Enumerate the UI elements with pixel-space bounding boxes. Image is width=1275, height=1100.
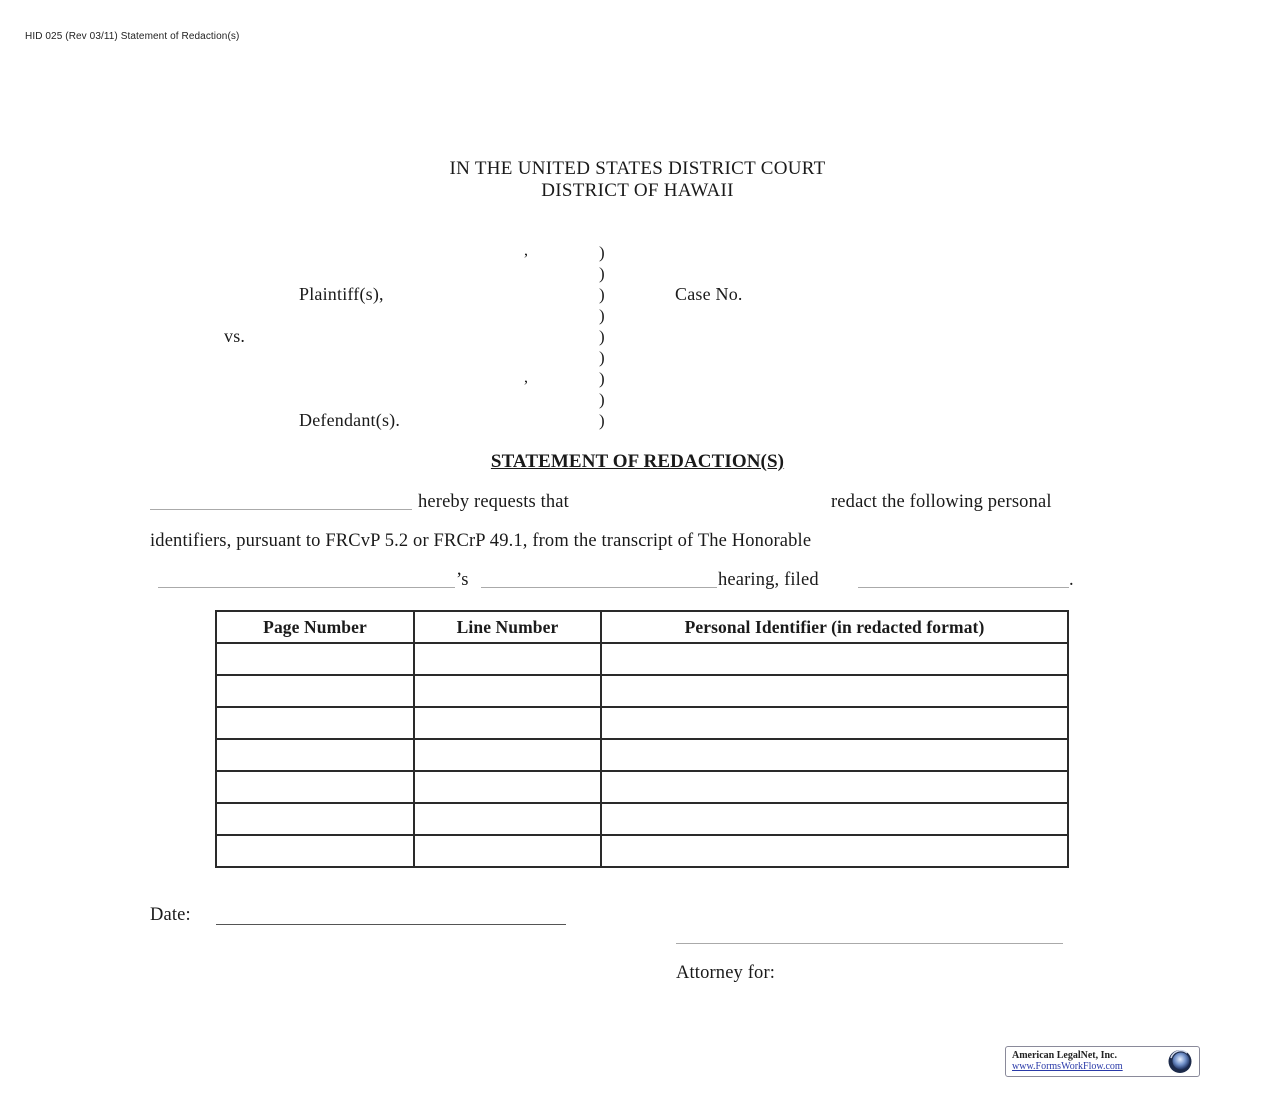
- table-row: [216, 739, 1068, 771]
- page-number-cell[interactable]: [216, 675, 414, 707]
- caption-bracket: ): [599, 390, 605, 409]
- page-number-cell[interactable]: [216, 835, 414, 867]
- body-text-hearing-filed: hearing, filed: [718, 570, 819, 590]
- defendant-name-comma: ,: [524, 369, 528, 386]
- line-number-cell[interactable]: [414, 835, 601, 867]
- date-field[interactable]: [216, 924, 566, 925]
- vs-label: vs.: [224, 326, 246, 346]
- caption-bracket: ): [599, 243, 605, 262]
- page-number-cell[interactable]: [216, 803, 414, 835]
- defendant-label: Defendant(s).: [299, 410, 401, 430]
- personal-identifier-cell[interactable]: [601, 835, 1068, 867]
- table-row: [216, 707, 1068, 739]
- personal-identifier-cell[interactable]: [601, 707, 1068, 739]
- personal-identifier-cell[interactable]: [601, 643, 1068, 675]
- line-number-cell[interactable]: [414, 643, 601, 675]
- page-number-cell[interactable]: [216, 643, 414, 675]
- body-text-redact: redact the following personal: [831, 492, 1052, 512]
- line-number-cell[interactable]: [414, 803, 601, 835]
- globe-logo-icon: [1165, 1049, 1195, 1074]
- personal-identifier-cell[interactable]: [601, 771, 1068, 803]
- caption-bracket: ): [599, 411, 605, 430]
- line-number-cell[interactable]: [414, 707, 601, 739]
- plaintiff-name-comma: ,: [524, 242, 528, 259]
- attorney-signature-field[interactable]: [676, 943, 1063, 944]
- redaction-table: [215, 610, 1069, 868]
- caption-bracket: ): [599, 285, 605, 304]
- possessive-suffix: ’s: [456, 570, 469, 590]
- line-number-cell[interactable]: [414, 771, 601, 803]
- form-id-header: HID 025 (Rev 03/11) Statement of Redaction(s): [25, 31, 240, 42]
- plaintiff-label: Plaintiff(s),: [299, 284, 384, 304]
- personal-identifier-cell[interactable]: [601, 803, 1068, 835]
- table-row: [216, 771, 1068, 803]
- caption-bracket: ): [599, 369, 605, 388]
- table-row: [216, 643, 1068, 675]
- judge-name-field[interactable]: [158, 587, 455, 588]
- page-number-cell[interactable]: [216, 707, 414, 739]
- court-district: DISTRICT OF HAWAII: [541, 180, 734, 201]
- column-header-page-number: Page Number: [216, 611, 414, 643]
- attorney-for-label: Attorney for:: [676, 963, 776, 983]
- case-number-label: Case No.: [675, 284, 743, 304]
- document-title: STATEMENT OF REDACTION(S): [490, 451, 785, 472]
- caption-bracket: ): [599, 348, 605, 367]
- line-number-cell[interactable]: [414, 739, 601, 771]
- badge-company-name: American LegalNet, Inc.: [1012, 1050, 1117, 1061]
- table-header-row: [216, 611, 1068, 643]
- body-text-identifiers: identifiers, pursuant to FRCvP 5.2 or FRCrP 49.1, from the transcript of The Honorable: [150, 531, 812, 551]
- column-header-personal-identifier: Personal Identifier (in redacted format): [601, 611, 1068, 643]
- page-number-cell[interactable]: [216, 739, 414, 771]
- table-row: [216, 835, 1068, 867]
- date-label: Date:: [150, 905, 191, 925]
- table-row: [216, 675, 1068, 707]
- personal-identifier-cell[interactable]: [601, 739, 1068, 771]
- hearing-type-field[interactable]: [481, 587, 717, 588]
- american-legalnet-badge[interactable]: [1005, 1046, 1200, 1077]
- badge-website-link[interactable]: www.FormsWorkFlow.com: [1012, 1061, 1123, 1072]
- caption-bracket: ): [599, 306, 605, 325]
- line-number-cell[interactable]: [414, 675, 601, 707]
- requesting-party-field[interactable]: [150, 509, 412, 510]
- body-text-requests: hereby requests that: [418, 492, 569, 512]
- caption-bracket: ): [599, 327, 605, 346]
- sentence-period: .: [1069, 570, 1074, 590]
- table-row: [216, 803, 1068, 835]
- filed-date-field[interactable]: [858, 587, 1069, 588]
- personal-identifier-cell[interactable]: [601, 675, 1068, 707]
- page-number-cell[interactable]: [216, 771, 414, 803]
- court-name: IN THE UNITED STATES DISTRICT COURT: [449, 158, 826, 179]
- caption-bracket: ): [599, 264, 605, 283]
- column-header-line-number: Line Number: [414, 611, 601, 643]
